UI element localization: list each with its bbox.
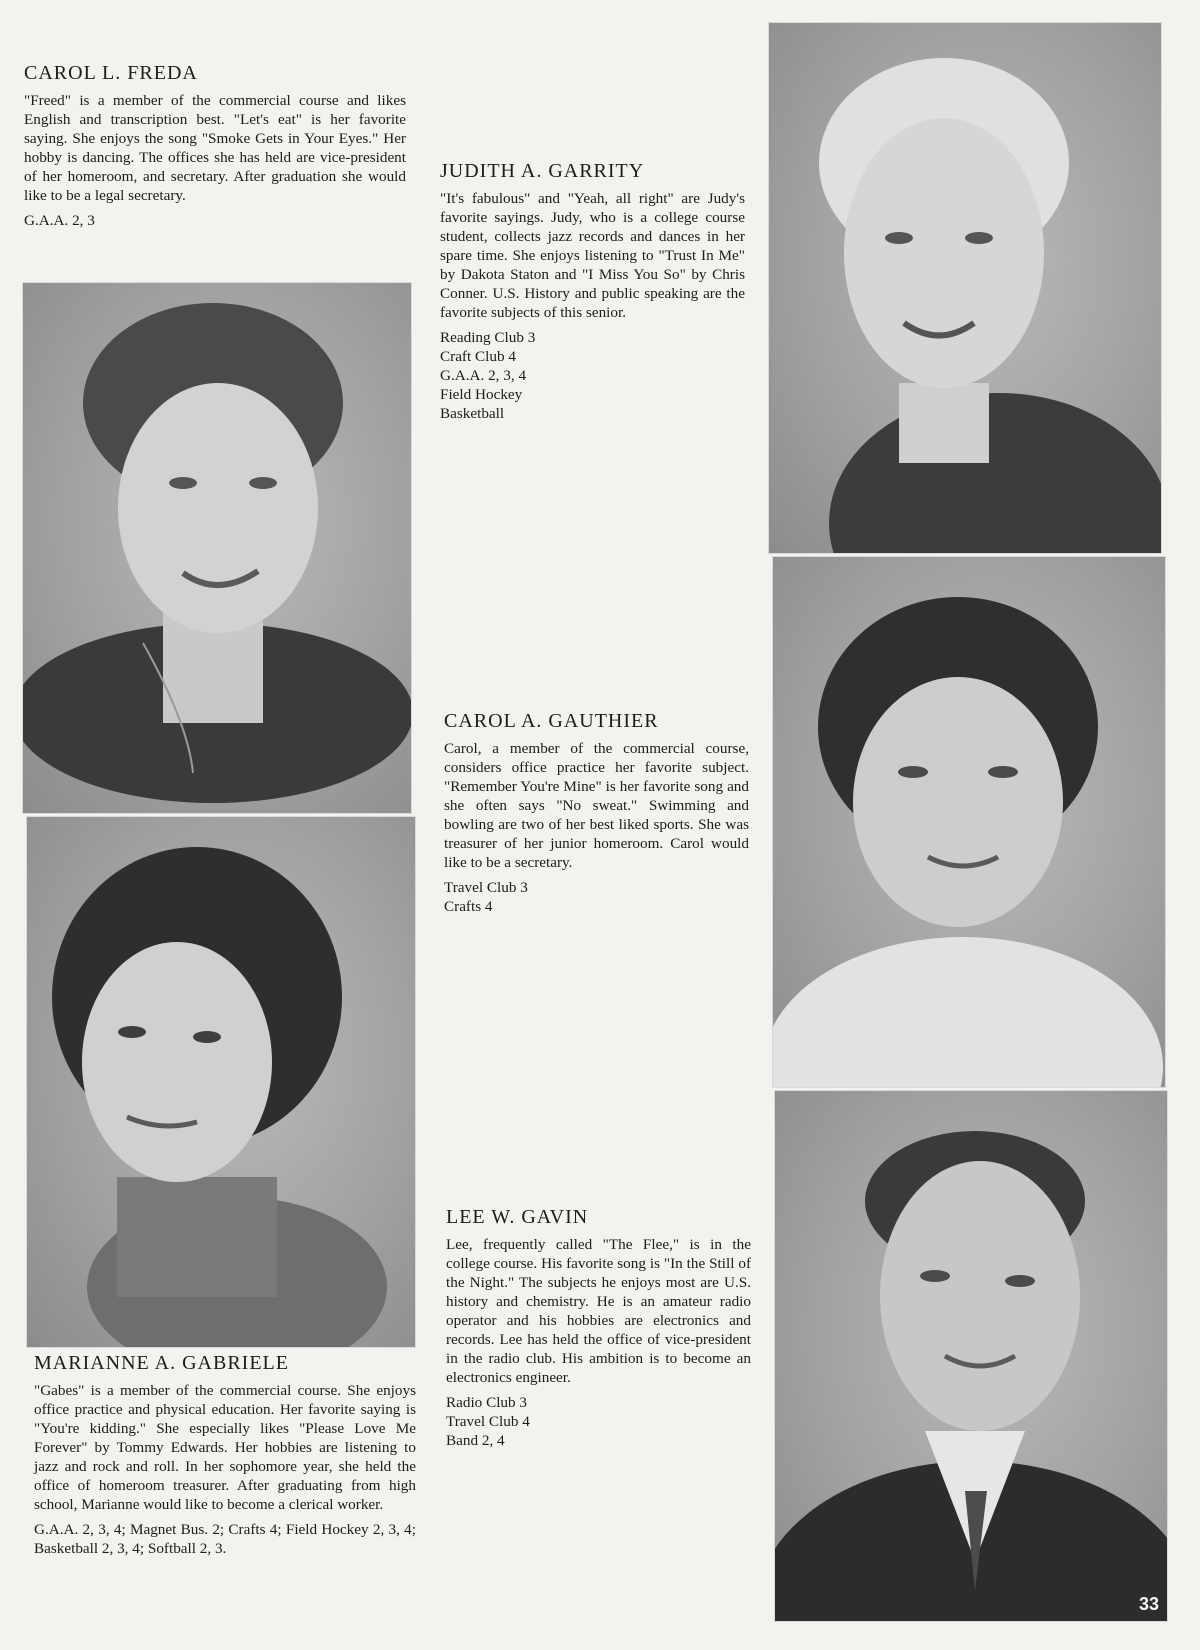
activity-item: Reading Club 3 (440, 329, 536, 346)
bio-marianne-gabriele (34, 1352, 416, 1558)
portrait-photo-lee-gavin (774, 1090, 1168, 1622)
student-bio: "Gabes" is a member of the commercial course. She enjoys office practice and physical education. Her favorite saying is "You're kidding." She especially likes "Please Love Me Forever" by Tommy Edwards. Her hobbies are listening to jazz and rock and roll. In her sophomore year, she held the office of homeroom treasurer. After graduating from high school, Marianne would like to become a clerical worker. (34, 1382, 416, 1513)
activity-item: G.A.A. 2, 3 (24, 212, 95, 229)
portrait-photo-judith-garrity (768, 22, 1162, 554)
student-bio: Carol, a member of the commercial course, considers office practice her favorite subject. "Remember You're Mine" is her favorite song and she often says "No sweat." Swimming and bowling are two of her best liked sports. She was treasurer of her junior homeroom. Carol would like to be a secretary. (444, 740, 749, 871)
activity-item: G.A.A. 2, 3, 4 (440, 367, 527, 384)
activity-item: Radio Club 3 (446, 1394, 528, 1411)
activity-item: G.A.A. 2, 3, 4; Magnet Bus. 2; Crafts 4; Field Hockey 2, 3, 4; Basketball 2, 3, 4; Softball 2, 3. (34, 1521, 416, 1557)
student-activities (34, 1520, 416, 1558)
student-activities (24, 211, 406, 230)
student-activities (444, 878, 749, 916)
student-name: LEE W. GAVIN (446, 1206, 589, 1228)
bio-carol-gauthier (444, 710, 749, 916)
activity-item: Field Hockey (440, 386, 523, 403)
bio-judith-garrity (440, 160, 745, 423)
student-name: CAROL L. FREDA (24, 62, 198, 84)
activity-item: Craft Club 4 (440, 348, 516, 365)
bio-lee-gavin (446, 1206, 751, 1450)
bio-carol-freda (24, 62, 406, 230)
activity-item: Crafts 4 (444, 898, 493, 915)
student-bio: "It's fabulous" and "Yeah, all right" are Judy's favorite sayings. Judy, who is a college course student, collects jazz records and dances in her spare time. She enjoys listening to "Trust In Me" by Dakota Staton and "I Miss You So" by Chris Conner. U.S. History and public speaking are the favorite subjects of this senior. (440, 190, 745, 321)
page-number: 33 (1138, 1594, 1159, 1614)
student-bio: Lee, frequently called "The Flee," is in the college course. His favorite song is "In the Still of the Night." The subjects he enjoys most are U.S. history and chemistry. He is an amateur radio operator and his hobbies are electronics and records. Lee has held the office of vice-president in the radio club. His ambition is to become an electronics engineer. (446, 1236, 751, 1386)
student-activities (440, 328, 745, 423)
activity-item: Travel Club 4 (446, 1413, 530, 1430)
portrait-photo-carol-freda (22, 282, 412, 814)
portrait-photo-carol-gauthier (772, 556, 1166, 1088)
portrait-photo-marianne-gabriele (26, 816, 416, 1348)
student-name: MARIANNE A. GABRIELE (34, 1352, 289, 1374)
activity-item: Travel Club 3 (444, 879, 528, 896)
activity-item: Band 2, 4 (446, 1432, 505, 1449)
student-name: CAROL A. GAUTHIER (444, 710, 659, 732)
student-bio: "Freed" is a member of the commercial course and likes English and transcription best. "Let's eat" is her favorite saying. She enjoys the song "Smoke Gets in Your Eyes." Her hobby is dancing. The offices she has held are vice-president of her homeroom, and secretary. After graduation she would like to be a legal secretary. (24, 92, 406, 204)
activity-item: Basketball (440, 405, 505, 422)
student-name: JUDITH A. GARRITY (440, 160, 645, 182)
student-activities (446, 1393, 751, 1450)
